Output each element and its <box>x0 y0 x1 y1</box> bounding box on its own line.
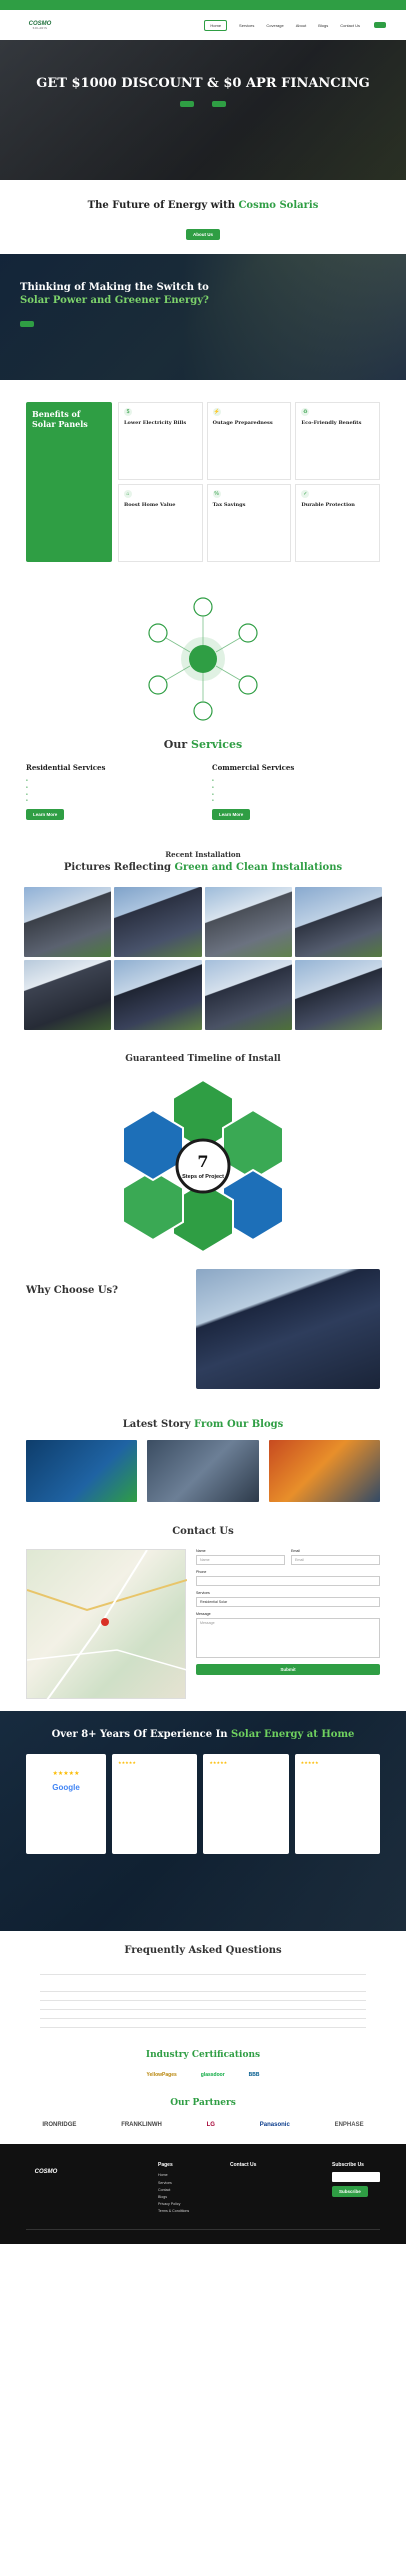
star-icons: ★★★★★ <box>300 1760 319 1766</box>
main-nav <box>0 10 406 40</box>
about-us-button[interactable]: About Us <box>186 229 220 240</box>
installation-photo[interactable] <box>205 960 292 1030</box>
yellowpages-logo[interactable]: YellowPages <box>146 2072 177 2079</box>
list-item <box>26 784 194 791</box>
subscribe-email-input[interactable] <box>332 2172 380 2182</box>
benefit-title: Eco-Friendly Benefits <box>301 420 362 426</box>
partner-logo: Panasonic <box>259 2122 290 2129</box>
installation-photo[interactable] <box>114 887 201 957</box>
installation-photo[interactable] <box>114 960 201 1030</box>
faq-question[interactable] <box>40 1966 366 1975</box>
blogs-title-a: Latest Story <box>122 1419 195 1431</box>
submit-button[interactable]: Submit <box>196 1664 380 1675</box>
footer-columns <box>26 2162 380 2215</box>
switch-title-a: Thinking of Making the Switch to <box>20 282 209 293</box>
installation-gallery <box>0 881 406 1046</box>
future-title <box>26 200 380 211</box>
certifications-section <box>0 2042 406 2086</box>
future-title-b: Cosmo Solaris <box>238 200 319 211</box>
blog-card[interactable] <box>26 1440 137 1506</box>
solar-calculator-button[interactable] <box>20 321 34 327</box>
house-icon: ⌂ <box>124 490 132 498</box>
list-item <box>26 777 194 784</box>
faq-section <box>0 1931 406 2042</box>
timeline-section <box>0 1046 406 1064</box>
reviews-row <box>26 1754 380 1854</box>
timeline-steps-graphic <box>0 1069 406 1259</box>
commercial-title: Commercial Services <box>212 763 295 772</box>
installation-title-b: Green and Clean Installations <box>174 862 343 874</box>
hero-section <box>0 40 406 180</box>
shield-icon: ✓ <box>303 491 308 497</box>
residential-title: Residential Services <box>26 763 106 772</box>
solar-wheel-graphic <box>0 584 406 734</box>
benefit-title: Durable Protection <box>301 502 355 508</box>
nav-coverage[interactable]: Coverage <box>266 22 284 28</box>
partner-logo: LG <box>206 2122 215 2129</box>
faq-question[interactable] <box>40 2010 366 2019</box>
partners-row <box>0 2122 406 2128</box>
contact-map[interactable] <box>26 1549 186 1699</box>
certs-title: Industry Certifications <box>145 2050 261 2061</box>
service-label: Services <box>196 1591 210 1596</box>
faq-question[interactable] <box>40 1992 366 2001</box>
footer-link[interactable]: Privacy Policy <box>158 2202 181 2207</box>
footer-link[interactable]: Services <box>158 2180 172 2185</box>
residential-learn-more-button[interactable]: Learn More <box>26 809 64 820</box>
form-row <box>196 1612 380 1658</box>
why-title: Why Choose Us? <box>26 1285 119 1297</box>
hero-call-button[interactable] <box>180 101 194 107</box>
nav-blogs[interactable]: Blogs <box>318 22 329 28</box>
blog-image[interactable] <box>147 1440 258 1502</box>
message-label: Message <box>196 1612 211 1617</box>
partner-logo: ENPHASE <box>334 2122 364 2129</box>
blogs-section <box>0 1430 406 1520</box>
benefit-card <box>118 402 203 480</box>
installation-photo[interactable] <box>205 887 292 957</box>
benefits-grid <box>118 402 380 562</box>
footer <box>0 2144 406 2244</box>
benefit-title: Outage Preparedness <box>212 420 273 426</box>
phone-field <box>196 1570 380 1586</box>
star-icons: ★★★★★ <box>52 1771 80 1778</box>
email-label: Email <box>291 1549 300 1554</box>
contact-form <box>196 1549 380 1699</box>
form-row <box>196 1591 380 1607</box>
message-field <box>196 1612 380 1658</box>
list-item <box>212 791 380 798</box>
why-section <box>0 1259 406 1411</box>
faq-answer <box>40 1975 366 1983</box>
footer-subscribe <box>332 2162 380 2215</box>
blogs-title <box>0 1411 406 1430</box>
benefit-card <box>295 484 380 562</box>
form-row <box>196 1570 380 1586</box>
name-input[interactable]: Name <box>196 1555 285 1565</box>
footer-pages <box>158 2162 218 2215</box>
blog-card[interactable] <box>147 1440 258 1506</box>
commercial-learn-more-button[interactable]: Learn More <box>212 809 250 820</box>
steps-label: Steps of Project <box>182 1174 224 1181</box>
footer-logo[interactable] <box>26 2162 66 2182</box>
future-title-a: The Future of Energy with <box>87 200 239 211</box>
footer-link[interactable]: Home <box>158 2173 168 2178</box>
list-item <box>212 784 380 791</box>
contact-section <box>0 1520 406 1711</box>
logo[interactable] <box>20 15 60 35</box>
nav-contact[interactable]: Contact Us <box>340 22 360 28</box>
footer-subscribe-title: Subscribe Us <box>332 2162 364 2169</box>
steps-number: 7 <box>197 1152 209 1172</box>
partner-logo: FRANKLINWH <box>121 2122 162 2129</box>
recycle-icon: ♻ <box>303 409 308 415</box>
footer-contact <box>230 2162 320 2215</box>
phone-label: Phone <box>196 1570 207 1575</box>
installation-kicker: Recent Installation <box>165 850 241 860</box>
steps-diagram <box>103 1074 303 1254</box>
switch-section <box>0 254 406 380</box>
experience-title <box>26 1729 380 1740</box>
benefits-title: Benefits of Solar Panels <box>32 409 88 429</box>
logo-sub: SOLARIS <box>32 26 48 30</box>
benefit-card <box>207 402 292 480</box>
footer-link[interactable]: Terms & Conditions <box>158 2209 190 2214</box>
blog-image[interactable] <box>26 1440 137 1502</box>
blog-card[interactable] <box>269 1440 380 1506</box>
form-row <box>196 1549 380 1565</box>
faq-question[interactable] <box>40 2001 366 2010</box>
bolt-icon: ⚡ <box>213 409 220 415</box>
blogs-title-b: From Our Blogs <box>194 1419 284 1431</box>
list-item <box>26 797 194 804</box>
timeline-title: Guaranteed Timeline of Install <box>125 1054 281 1065</box>
list-item <box>212 777 380 784</box>
services-title-b: Services <box>191 738 243 751</box>
star-icons: ★★★★★ <box>118 1760 136 1766</box>
switch-title <box>20 282 386 307</box>
installation-photo[interactable] <box>295 887 382 957</box>
services-title <box>0 734 406 751</box>
partners-title: Our Partners <box>170 2098 236 2109</box>
partners-section <box>0 2086 406 2144</box>
footer-about <box>26 2162 146 2215</box>
benefits-intro <box>26 402 112 562</box>
commercial-services <box>212 763 380 820</box>
service-select[interactable]: Residential Solar <box>196 1597 380 1607</box>
nav-home[interactable]: Home <box>204 20 227 31</box>
installation-title <box>0 862 406 873</box>
service-field <box>196 1591 380 1607</box>
faq-title: Frequently Asked Questions <box>124 1945 282 1957</box>
contact-wrap <box>26 1549 380 1699</box>
installation-photo[interactable] <box>24 960 111 1030</box>
name-field <box>196 1549 285 1565</box>
phone-input[interactable] <box>196 1576 380 1586</box>
faq-question[interactable] <box>40 1983 366 1992</box>
hero-title: GET $1000 DISCOUNT & $0 APR FINANCING <box>36 76 370 91</box>
review-card <box>112 1754 197 1854</box>
logo-mark: COSMO <box>28 20 52 27</box>
why-image <box>196 1269 380 1389</box>
footer-contact-title: Contact Us <box>230 2162 257 2169</box>
message-textarea[interactable]: Message <box>196 1618 380 1658</box>
solar-wheel-illustration <box>128 589 278 729</box>
top-bar <box>0 0 406 10</box>
switch-title-b: Solar Power and Greener Energy? <box>20 294 209 306</box>
faq-question[interactable] <box>40 2019 366 2028</box>
why-text-block <box>26 1269 186 1389</box>
benefit-card <box>295 402 380 480</box>
footer-link[interactable]: Contact <box>158 2187 171 2192</box>
google-rating-card[interactable] <box>26 1754 106 1854</box>
copyright <box>26 2229 380 2236</box>
benefits-section <box>0 380 406 584</box>
installation-photo[interactable] <box>24 887 111 957</box>
name-label: Name <box>196 1549 206 1554</box>
installation-section <box>0 840 406 881</box>
nav-about[interactable]: About <box>295 22 307 28</box>
contact-title: Contact Us <box>172 1526 234 1538</box>
glassdoor-logo[interactable]: glassdoor <box>200 2072 225 2079</box>
benefit-card <box>118 484 203 562</box>
benefit-card <box>207 484 292 562</box>
map-roads <box>27 1550 187 1700</box>
services-title-a: Our <box>163 738 191 751</box>
residential-list <box>26 777 194 804</box>
percent-icon: % <box>214 491 219 497</box>
nav-services[interactable]: Services <box>239 22 255 28</box>
partner-logo: IRONRIDGE <box>42 2122 77 2129</box>
list-item <box>212 797 380 804</box>
hero-buttons <box>0 101 406 109</box>
installation-title-a: Pictures Reflecting <box>63 862 175 874</box>
residential-services <box>26 763 194 820</box>
benefit-title: Tax Savings <box>212 502 246 508</box>
experience-title-b: Solar Energy at Home <box>231 1729 355 1741</box>
google-logo: Google <box>52 1783 80 1793</box>
nav-menu <box>198 20 366 31</box>
benefit-title: Lower Electricity Bills <box>124 420 187 426</box>
benefit-title: Boost Home Value <box>124 502 176 508</box>
certs-row <box>0 2072 406 2078</box>
footer-pages-title: Pages <box>158 2162 173 2169</box>
future-section <box>0 180 406 254</box>
footer-logo-mark: COSMO <box>34 2169 58 2176</box>
blog-image[interactable] <box>269 1440 380 1502</box>
email-input[interactable]: Email <box>291 1555 380 1565</box>
experience-title-a: Over 8+ Years Of Experience In <box>51 1729 232 1741</box>
star-icons: ★★★★★ <box>209 1760 228 1766</box>
nav-cta-button[interactable] <box>374 22 386 28</box>
email-field <box>291 1549 380 1565</box>
review-card <box>295 1754 380 1854</box>
hero-estimate-button[interactable] <box>212 101 226 107</box>
bbb-logo[interactable]: BBB <box>248 2072 260 2079</box>
list-item <box>26 791 194 798</box>
installation-photo[interactable] <box>295 960 382 1030</box>
dollar-icon: $ <box>124 408 132 416</box>
subscribe-button[interactable]: Subscribe <box>332 2186 368 2197</box>
topbar-contacts <box>370 3 394 7</box>
services-section <box>0 751 406 840</box>
review-card <box>203 1754 288 1854</box>
commercial-list <box>212 777 380 804</box>
experience-section <box>0 1711 406 1931</box>
footer-link[interactable]: Blogs <box>158 2194 167 2199</box>
